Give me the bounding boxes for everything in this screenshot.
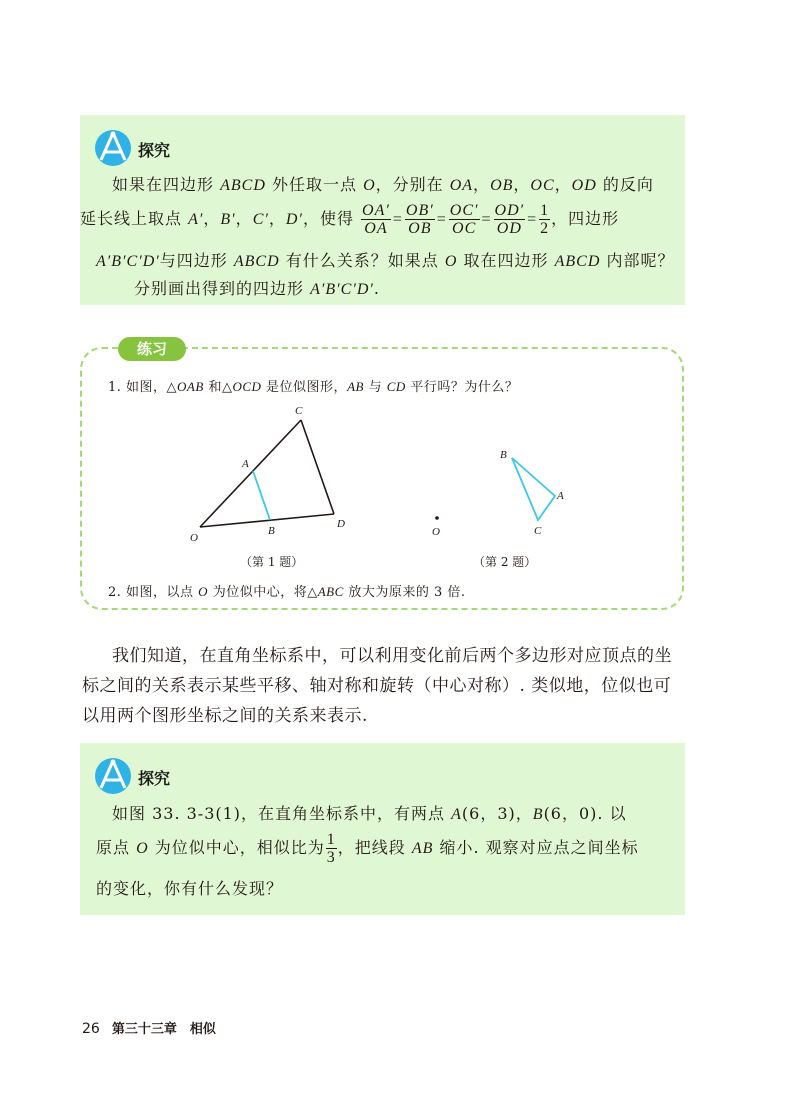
explore-compass-icon-2 — [93, 756, 135, 796]
ratio-oc: $\frac{OC'}{OC}$ — [449, 202, 479, 237]
label-c: C — [295, 405, 303, 417]
segment-cd — [301, 420, 334, 514]
explore2-line1: 如图 33. 3-3(1)，在直角坐标系中，有两点 A(6，3)，B(6，0). 以 — [112, 804, 627, 823]
segment-od — [200, 514, 334, 527]
ratio-od: $\frac{OD'}{OD}$ — [494, 202, 525, 237]
label-d: D — [337, 518, 345, 530]
page-number: 26 — [82, 1021, 100, 1037]
ratio-third: $\frac{1}{3}$ — [326, 831, 336, 866]
practice-question-2: 2. 如图，以点 O 为位似中心，将△ABC 放大为原来的 3 倍. — [108, 584, 466, 600]
explore-title-2: 探究 — [138, 769, 171, 788]
practice-tab: 练习 — [118, 337, 186, 361]
label-o: O — [190, 532, 198, 544]
explore2-line2: 原点 O 为位似中心，相似比为 $\frac{1}{3}$ ，把线段 AB 缩小. 观察对应点之间坐标 — [96, 831, 639, 866]
label-c2: C — [534, 525, 542, 537]
figure-1-caption: （第 1 题） — [240, 555, 304, 569]
label-b2: B — [500, 449, 507, 461]
paragraph-line-1: 我们知道，在直角坐标系中，可以利用变化前后两个多边形对应顶点的坐 — [112, 646, 672, 666]
practice-question-1: 1. 如图，△OAB 和△OCD 是位似图形，AB 与 CD 平行吗？为什么？ — [108, 379, 519, 395]
ratio-half: $\frac{1}{2}$ — [540, 202, 550, 237]
figure-2-caption: （第 2 题） — [473, 555, 537, 569]
explore-title-1: 探究 — [138, 141, 171, 160]
explore1-line3: A′B′C′D′与四边形 ABCD 有什么关系？如果点 O 取在四边形 ABCD 内部呢？ — [96, 251, 675, 270]
ratio-oa: $\frac{OA'}{OA}$ — [362, 202, 390, 237]
figure-2 — [432, 449, 564, 538]
segment-oc — [200, 420, 301, 527]
chapter-title: 第三十三章 相似 — [111, 1022, 216, 1037]
explore1-line4: 分别画出得到的四边形 A′B′C′D′. — [134, 279, 380, 298]
label-b: B — [268, 525, 275, 537]
label-o2: O — [432, 526, 440, 538]
explore2-line3: 的变化，你有什么发现？ — [96, 879, 284, 898]
ratio-ob: $\frac{OB'}{OB}$ — [405, 202, 434, 237]
page-footer — [82, 1018, 216, 1037]
label-a2: A — [557, 490, 564, 502]
figure-1 — [190, 405, 345, 544]
explore1-line1: 如果在四边形 ABCD 外任取一点 O，分别在 OA，OB，OC，OD 的反向 — [112, 175, 654, 194]
point-o — [435, 516, 439, 520]
segment-ab — [253, 471, 270, 520]
label-a: A — [242, 458, 249, 470]
paragraph-line-3: 以用两个图形坐标之间的关系来表示. — [82, 706, 368, 726]
triangle-abc — [512, 458, 555, 520]
paragraph-line-2: 标之间的关系表示某些平移、轴对称和旋转（中心对称）. 类似地，位似也可 — [82, 676, 672, 696]
explore1-line2: 延长线上取点 A′，B′，C′，D′，使得 $\frac{OA'}{OA}$ = $\frac{OB'}{OB}$ = $\frac{OC'}{OC}$ = $\frac{OD'}{OD}$ = $\frac{1}{2}$ ，四边形 — [80, 202, 620, 237]
